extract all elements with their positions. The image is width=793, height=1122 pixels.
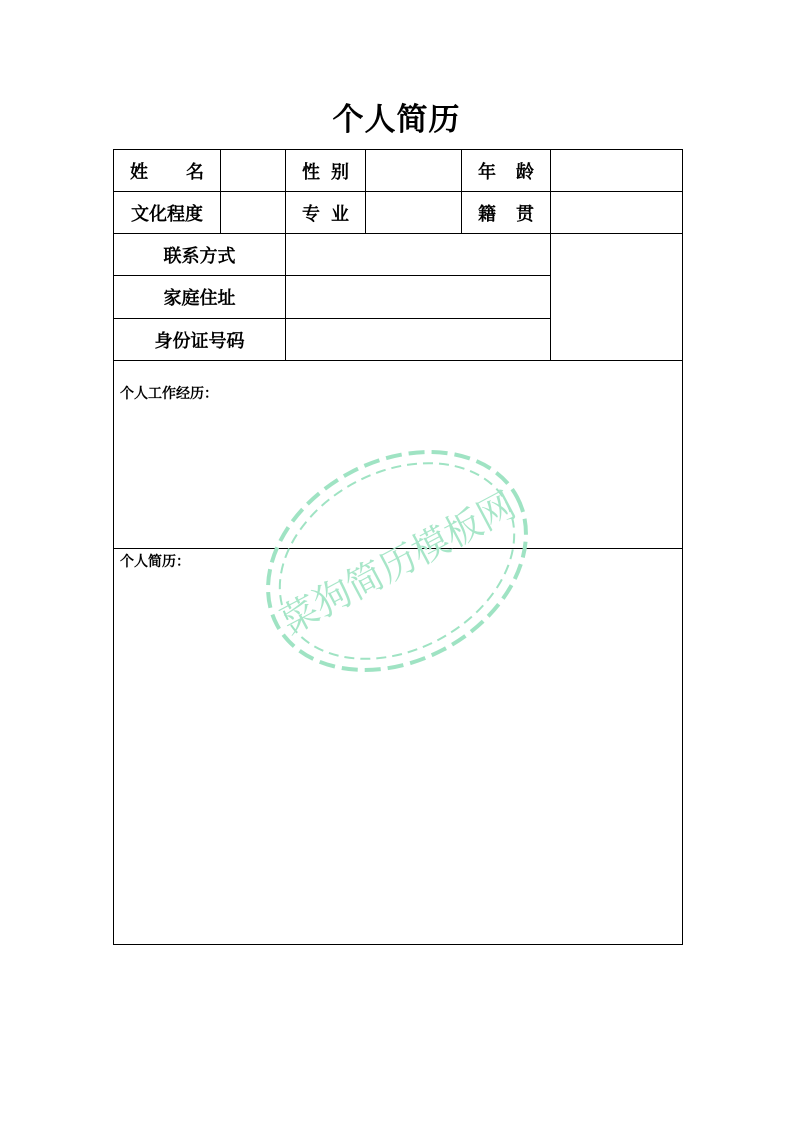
contact-label: 联系方式 (114, 234, 286, 276)
photo-cell[interactable] (551, 234, 683, 361)
work-experience-label: 个人工作经历： (120, 386, 218, 402)
id-number-label: 身份证号码 (114, 319, 286, 361)
origin-value-cell[interactable] (551, 192, 683, 234)
age-value-cell[interactable] (551, 150, 683, 192)
personal-profile-label: 个人简历： (120, 554, 190, 570)
resume-table (113, 149, 683, 945)
page-title: 个人简历 (332, 102, 461, 138)
major-value-cell[interactable] (366, 192, 462, 234)
contact-value-cell[interactable] (286, 234, 551, 276)
name-value-cell[interactable] (221, 150, 286, 192)
watermark-text: 菜狗简历模板网 (273, 483, 523, 643)
origin-label: 籍 贯 (462, 192, 551, 234)
name-label: 姓 名 (114, 150, 221, 192)
address-value-cell[interactable] (286, 276, 551, 319)
address-label: 家庭住址 (114, 276, 286, 319)
gender-value-cell[interactable] (366, 150, 462, 192)
education-label: 文化程度 (114, 192, 221, 234)
gender-label: 性 别 (286, 150, 366, 192)
id-number-value-cell[interactable] (286, 319, 551, 361)
work-experience-section[interactable] (114, 361, 683, 549)
age-label: 年 龄 (462, 150, 551, 192)
education-value-cell[interactable] (221, 192, 286, 234)
major-label: 专 业 (286, 192, 366, 234)
personal-profile-section[interactable] (114, 549, 683, 945)
